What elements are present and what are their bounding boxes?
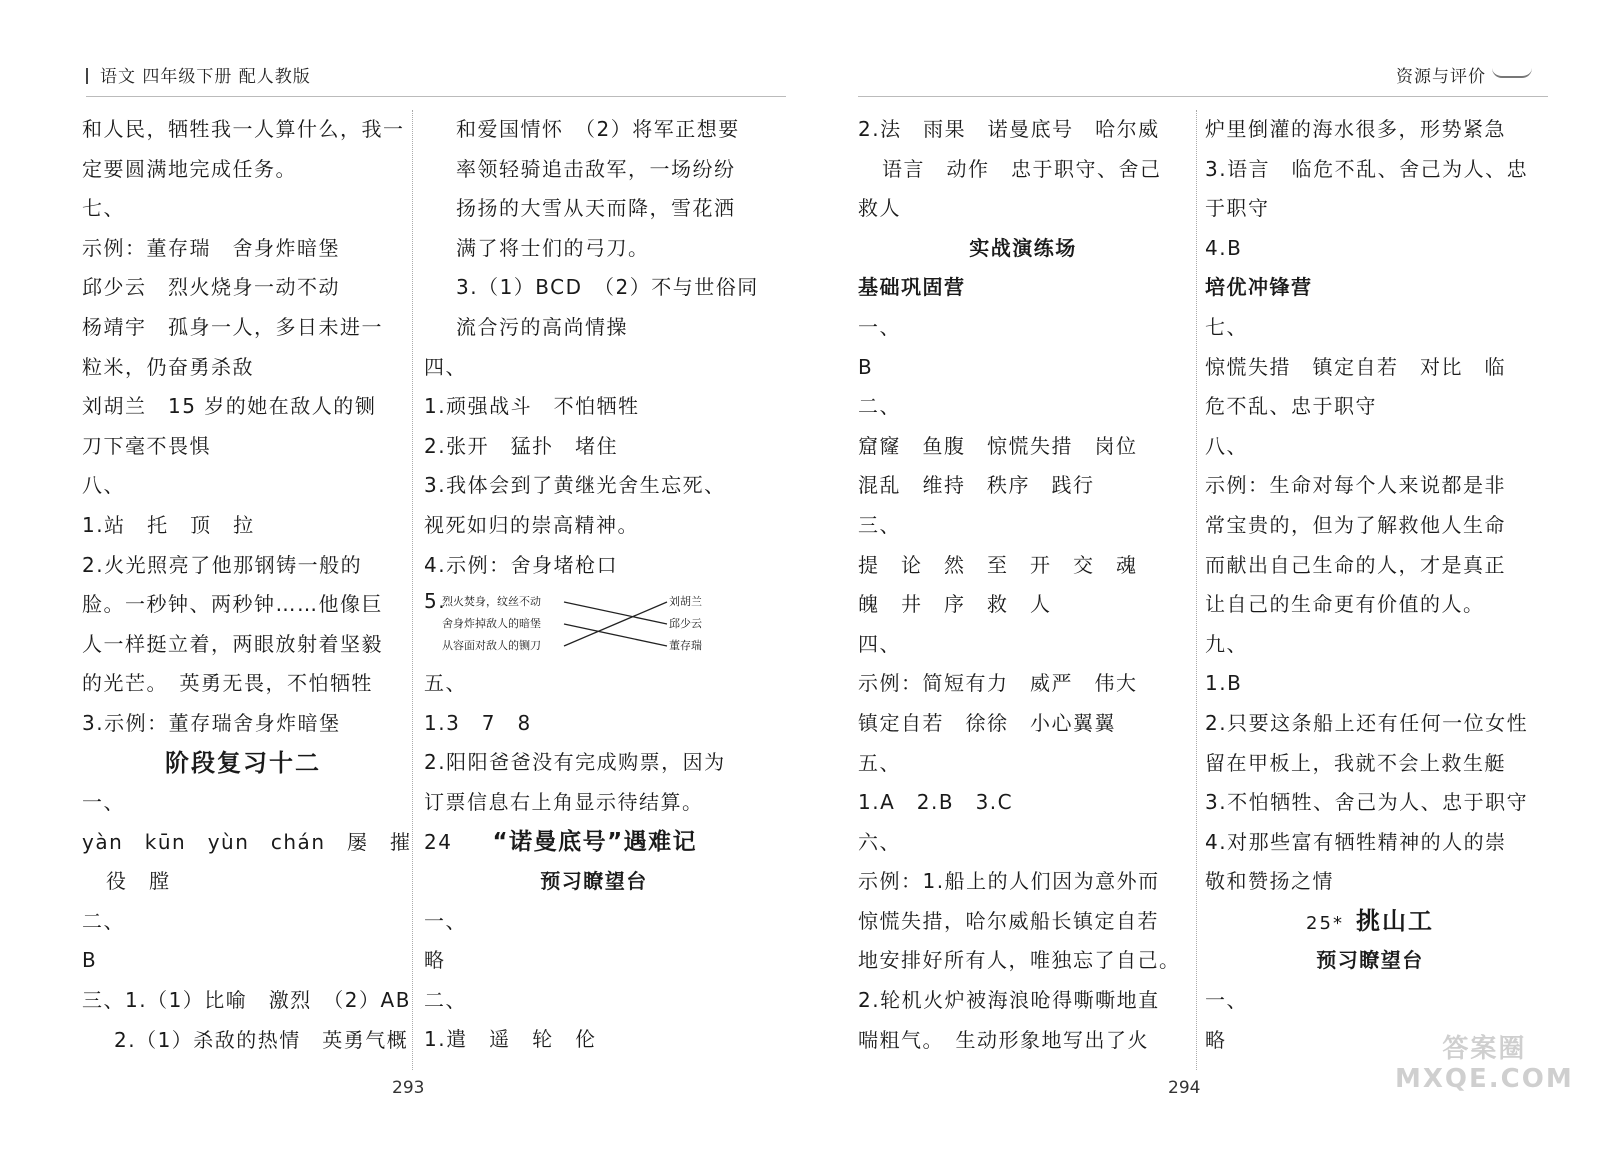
text-line: B	[858, 354, 874, 379]
text-line: 略	[1205, 1027, 1227, 1052]
matching-number: 5.	[424, 589, 447, 614]
column-separator	[1196, 110, 1197, 1070]
text-line: 2.火光照亮了他那钢铸一般的	[82, 552, 363, 577]
text-line: 率领轻骑追击敌军，一场纷纷	[456, 156, 736, 181]
header-rule-right	[858, 96, 1548, 97]
answer-column-2	[424, 110, 764, 1060]
answer-column-1	[82, 110, 412, 1060]
text-line: 刀下毫不畏惧	[82, 433, 211, 458]
section-heading: 五、	[858, 750, 901, 775]
answer-column-4	[1205, 110, 1535, 1060]
text-line: 让自己的生命更有价值的人。	[1205, 592, 1485, 617]
text-line: 刘胡兰 15 岁的她在敌人的铡	[82, 394, 377, 419]
subsection-title: 预习瞭望台	[1316, 948, 1424, 973]
text-line: 邱少云 烈火烧身一动不动	[82, 275, 340, 300]
lesson-number: 24	[424, 829, 453, 854]
section-heading: 一、	[424, 908, 467, 933]
matching-right-item: 董存瑞	[669, 639, 702, 653]
text-line: 人一样挺立着，两眼放射着坚毅	[82, 631, 383, 656]
text-line: 满了将士们的弓刀。	[456, 235, 650, 260]
section-heading: 八、	[82, 473, 125, 498]
text-line: 2.（1）杀敌的热情 英勇气概	[114, 1027, 409, 1052]
section-heading: 一、	[82, 790, 125, 815]
text-line: 2.只要这条船上还有任何一位女性	[1205, 710, 1529, 735]
lesson-title	[424, 823, 764, 863]
text-line: 2.阳阳爸爸没有完成购票，因为	[424, 750, 726, 775]
text-line: 三、1.（1）比喻 激烈 （2）AB	[82, 988, 411, 1013]
text-line: 役 膛	[106, 869, 171, 894]
header-book-title: 语文 四年级下册 配人教版	[100, 67, 311, 87]
text-line: 1.B	[1205, 671, 1243, 696]
header-rule-left	[86, 96, 786, 97]
matching-right-item: 邱少云	[669, 617, 702, 631]
text-line: 危不乱、忠于职守	[1205, 394, 1377, 419]
lesson-title	[1205, 902, 1535, 942]
text-line: 视死如归的崇高精神。	[424, 512, 639, 537]
column-separator	[412, 110, 413, 1070]
text-line: 地安排好所有人，唯独忘了自己。	[858, 948, 1181, 973]
text-line: 2.法 雨果 诺曼底号 哈尔威	[858, 117, 1160, 141]
text-line: 惊慌失措，哈尔威船长镇定自若	[858, 908, 1159, 933]
lesson-number: 25*	[1306, 912, 1344, 934]
matching-line	[564, 624, 667, 646]
text-line: 示例：生命对每个人来说都是非	[1205, 473, 1506, 498]
section-heading: 八、	[1205, 433, 1248, 458]
text-line: 示例：董存瑞 舍身炸暗堡	[82, 235, 340, 260]
text-line: 1.站 托 顶 拉	[82, 512, 255, 537]
header-right	[1396, 62, 1532, 87]
text-line: 示例：1.船上的人们因为意外而	[858, 869, 1160, 894]
text-line: 炉里倒灌的海水很多，形势紧急	[1205, 117, 1506, 141]
text-line: 粒米，仍奋勇杀敌	[82, 354, 254, 379]
text-line: 而献出自己生命的人，才是真正	[1205, 552, 1506, 577]
section-heading: 四、	[424, 354, 467, 379]
section-heading: 六、	[858, 829, 901, 854]
section-heading: 七、	[82, 196, 125, 221]
text-line: 窟窿 鱼腹 惊慌失措 岗位	[858, 433, 1138, 458]
section-heading: 二、	[858, 394, 901, 419]
header-swoosh-icon	[1492, 68, 1532, 78]
text-line: 1.顽强战斗 不怕牺牲	[424, 394, 640, 419]
text-line: 1.A 2.B 3.C	[858, 790, 1014, 815]
text-line: 混乱 维持 秩序 践行	[858, 473, 1095, 498]
text-line: 3.我体会到了黄继光舍生忘死、	[424, 473, 726, 498]
section-heading: 一、	[858, 314, 901, 339]
text-line: 流合污的高尚情操	[456, 314, 628, 339]
watermark-line: 答案圈	[1442, 1034, 1527, 1064]
lesson-name: 挑山工	[1355, 906, 1434, 935]
text-line: yàn kūn yùn chán 屡 摧	[82, 829, 412, 854]
text-line: 定要圆满地完成任务。	[82, 156, 297, 181]
text-line: 提 论 然 至 开 交 魂	[858, 552, 1138, 577]
section-heading: 一、	[1205, 988, 1248, 1013]
header-series-title: 资源与评价	[1396, 67, 1486, 87]
text-line: 于职守	[1205, 196, 1270, 221]
text-line: 4.示例：舍身堵枪口	[424, 552, 619, 577]
section-heading: 五、	[424, 671, 467, 696]
text-line: 2.张开 猛扑 堵住	[424, 433, 619, 458]
matching-right-item: 刘胡兰	[669, 595, 702, 609]
text-line: 4.对那些富有牺牲精神的人的崇	[1205, 829, 1507, 854]
review-title: 阶段复习十二	[165, 748, 321, 777]
text-line: 惊慌失措 镇定自若 对比 临	[1205, 354, 1506, 379]
matching-lines	[424, 585, 744, 664]
text-line: 救人	[858, 196, 901, 221]
text-line: 3.（1）BCD （2）不与世俗同	[456, 275, 759, 300]
text-line: 常宝贵的，但为了解救他人生命	[1205, 512, 1506, 537]
header-left	[86, 62, 311, 87]
text-line: 3.不怕牺牲、舍己为人、忠于职守	[1205, 790, 1529, 815]
section-heading: 二、	[82, 908, 125, 933]
text-line: 2.轮机火炉被海浪呛得嘶嘶地直	[858, 988, 1160, 1013]
text-line: 3.语言 临危不乱、舍己为人、忠	[1205, 156, 1529, 181]
text-line: 订票信息右上角显示待结算。	[424, 789, 704, 814]
matching-line	[564, 602, 667, 646]
section-heading: 三、	[858, 512, 901, 537]
watermark-line: MXQE.COM	[1395, 1063, 1574, 1094]
text-line: 1.3 7 8	[424, 710, 532, 735]
text-line: 镇定自若 徐徐 小心翼翼	[858, 710, 1116, 735]
text-line: 示例：简短有力 威严 伟大	[858, 671, 1138, 696]
text-line: 魄 井 序 救 人	[858, 592, 1052, 617]
matching-line	[564, 602, 667, 624]
text-line: 1.遣 遥 轮 伦	[424, 1027, 597, 1052]
subsection-title: 基础巩固营	[858, 275, 966, 300]
text-line: B	[82, 948, 98, 973]
matching-left-item: 舍身炸掉敌人的暗堡	[442, 617, 541, 631]
text-line: 略	[424, 948, 446, 973]
page-number-left: 293	[392, 1078, 425, 1098]
subsection-title: 培优冲锋营	[1205, 275, 1313, 300]
text-line: 和人民，牺牲我一人算什么，我一	[82, 117, 405, 141]
section-heading: 九、	[1205, 631, 1248, 656]
text-line: 3.示例：董存瑞舍身炸暗堡	[82, 710, 341, 735]
text-line: 扬扬的大雪从天而降，雪花洒	[456, 196, 736, 221]
text-line: 和爱国情怀 （2）将军正想要	[456, 117, 740, 141]
answer-column-3	[858, 110, 1188, 1060]
section-heading: 二、	[424, 987, 467, 1012]
section-heading: 七、	[1205, 314, 1248, 339]
matching-diagram	[424, 585, 764, 664]
text-line: 留在甲板上，我就不会上救生艇	[1205, 750, 1506, 775]
text-line: 语言 动作 忠于职守、舍己	[882, 156, 1162, 181]
text-line: 脸。一秒钟、两秒钟……他像巨	[82, 592, 383, 617]
subsection-title: 实战演练场	[969, 235, 1077, 260]
text-line: 的光芒。 英勇无畏，不怕牺牲	[82, 671, 373, 696]
text-line: 杨靖宇 孤身一人，多日未进一	[82, 314, 383, 339]
lesson-name: “诺曼底号”遇难记	[492, 828, 698, 855]
matching-left-item: 从容面对敌人的铡刀	[442, 639, 541, 653]
header-bar	[86, 68, 88, 84]
text-line: 敬和赞扬之情	[1205, 869, 1334, 894]
matching-left-item: 烈火焚身，纹丝不动	[442, 595, 541, 609]
subsection-title: 预习瞭望台	[540, 869, 648, 894]
section-heading: 四、	[858, 631, 901, 656]
text-line: 4.B	[1205, 235, 1243, 260]
watermark	[1395, 1035, 1574, 1095]
page-number-right: 294	[1168, 1078, 1201, 1098]
text-line: 喘粗气。 生动形象地写出了火	[858, 1027, 1149, 1052]
